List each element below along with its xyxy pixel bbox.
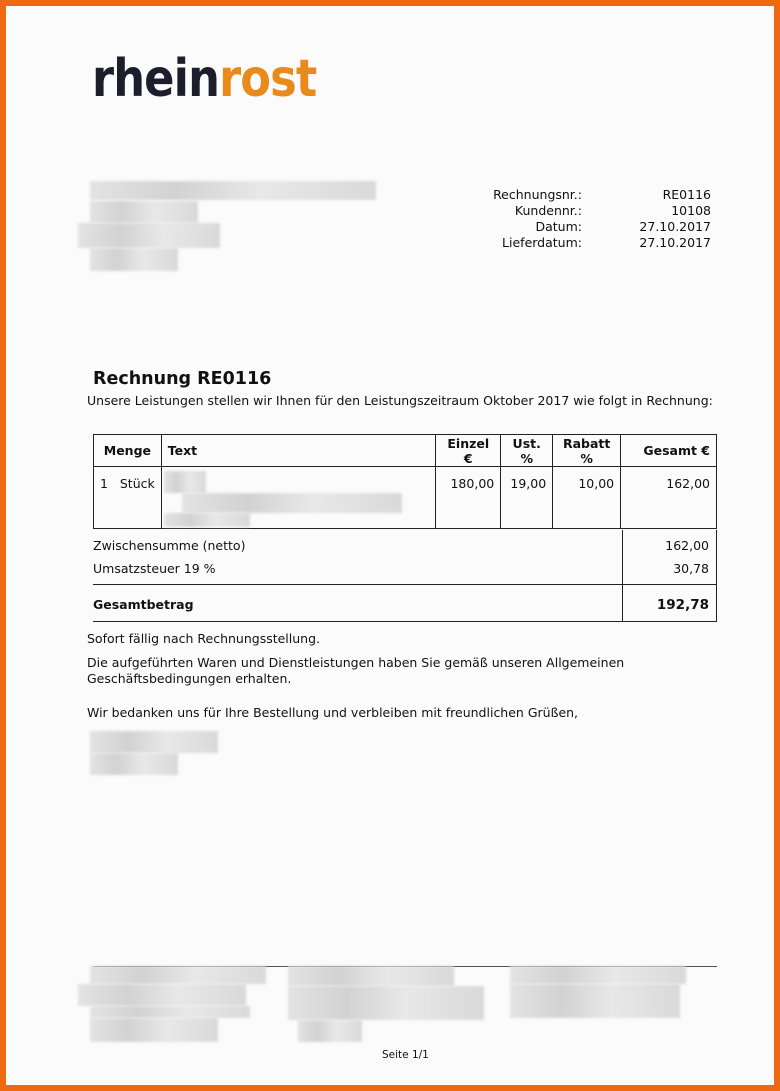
qty-value: 1 xyxy=(100,476,108,491)
table-header-row xyxy=(94,435,717,467)
meta-label-invoice-no: Rechnungsnr.: xyxy=(493,187,582,202)
cell-menge xyxy=(94,467,162,529)
unit-value: Stück xyxy=(119,476,155,491)
header-menge: Menge xyxy=(94,435,162,467)
cell-rabatt: 10,00 xyxy=(553,467,621,529)
cell-einzel: 180,00 xyxy=(436,467,501,529)
tax-label: Umsatzsteuer 19 % xyxy=(93,561,216,576)
items-table xyxy=(93,434,717,529)
meta-label-delivery-date: Lieferdatum: xyxy=(502,235,582,250)
closing-text: Wir bedanken uns für Ihre Bestellung und verbleiben mit freundlichen Grüßen, xyxy=(87,705,579,720)
meta-label-customer-no: Kundennr.: xyxy=(514,203,582,218)
meta-value-customer-no: 10108 xyxy=(671,203,711,218)
table-row xyxy=(94,467,717,529)
logo-part-rhein: rhein xyxy=(92,49,220,109)
cell-text-redacted xyxy=(161,467,436,529)
total-label: Gesamtbetrag xyxy=(93,597,194,612)
company-logo xyxy=(92,49,317,109)
meta-label-date: Datum: xyxy=(535,219,582,234)
tax-value: 30,78 xyxy=(673,561,709,576)
cell-gesamt: 162,00 xyxy=(621,467,717,529)
logo-part-rost: rost xyxy=(219,49,317,109)
header-ust: Ust. % xyxy=(501,435,553,467)
meta-value-date: 27.10.2017 xyxy=(639,219,711,234)
meta-value-invoice-no: RE0116 xyxy=(662,187,711,202)
header-rabatt: Rabatt % xyxy=(553,435,621,467)
terms-note-line1: Die aufgeführten Waren und Dienstleistungen haben Sie gemäß unseren Allgemeinen xyxy=(87,655,625,670)
subtotal-value: 162,00 xyxy=(665,538,709,553)
intro-text: Unsere Leistungen stellen wir Ihnen für den Leistungszeitraum Oktober 2017 wie folgt in Rechnung: xyxy=(87,393,713,408)
header-einzel: Einzel € xyxy=(436,435,501,467)
meta-value-delivery-date: 27.10.2017 xyxy=(639,235,711,250)
header-gesamt: Gesamt € xyxy=(621,435,717,467)
subtotal-label: Zwischensumme (netto) xyxy=(93,538,246,553)
terms-note-line2: Geschäftsbedingungen erhalten. xyxy=(87,671,292,686)
header-text: Text xyxy=(161,435,436,467)
total-value: 192,78 xyxy=(656,597,709,613)
invoice-title: Rechnung RE0116 xyxy=(93,369,272,389)
due-note: Sofort fällig nach Rechnungsstellung. xyxy=(87,631,321,646)
page-number: Seite 1/1 xyxy=(382,1049,429,1061)
cell-ust: 19,00 xyxy=(501,467,553,529)
